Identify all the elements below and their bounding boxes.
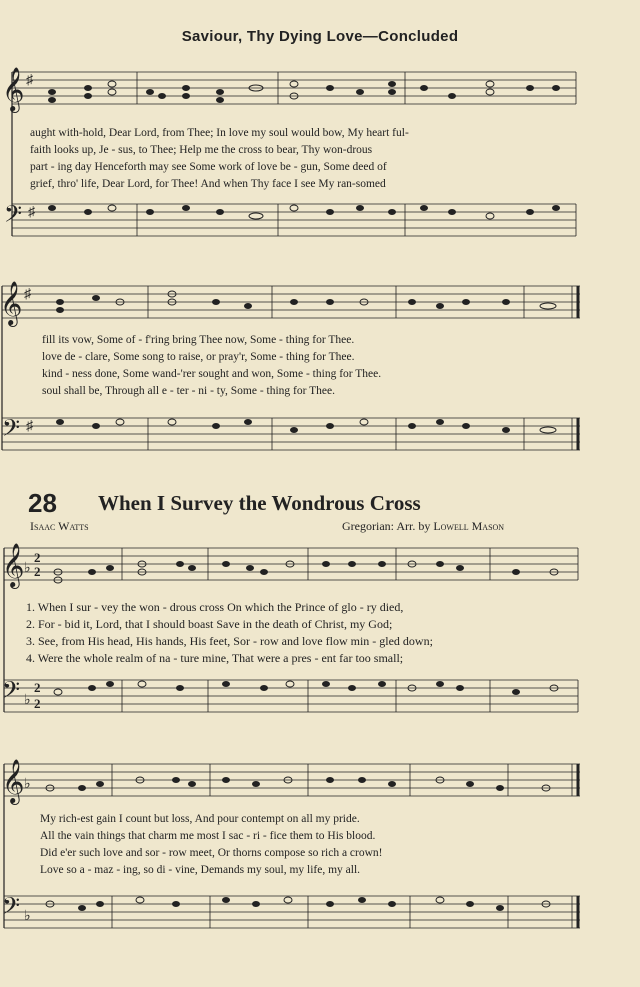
- page-header: Saviour, Thy Dying Love—Concluded: [181, 28, 459, 45]
- hymn-author: Isaac Watts: [30, 519, 89, 533]
- lyric-line: kind - ness done, Some wand-'rer sought and won, Some - thing for Thee.: [42, 368, 382, 380]
- svg-text:𝄞: 𝄞: [0, 281, 23, 325]
- lyric-line: grief, thro' life, Dear Lord, for Thee! And when Thy face I see My ran-somed: [30, 178, 386, 190]
- svg-text:♯: ♯: [24, 287, 31, 302]
- svg-text:♭: ♭: [24, 909, 31, 924]
- hymn-title: When I Survey the Wondrous Cross: [98, 491, 421, 515]
- lyric-line: Love so a - maz - ing, so di - vine, Demands my soul, my life, my all.: [40, 864, 361, 876]
- svg-text:𝄢: 𝄢: [2, 414, 21, 447]
- lyric-line: 1. When I sur - vey the won - drous cross On which the Prince of glo - ry died,: [26, 600, 404, 614]
- svg-text:♭: ♭: [24, 561, 31, 576]
- lyric-line: part - ing day Henceforth may see Some work of love be - gun, Some deed of: [30, 161, 387, 173]
- svg-text:♯: ♯: [26, 73, 33, 88]
- svg-text:♯: ♯: [26, 419, 33, 434]
- svg-text:♭: ♭: [24, 693, 31, 708]
- lyric-line: All the vain things that charm me most I sac - ri - fice them to His blood.: [40, 830, 376, 842]
- music-system-1: [0, 66, 640, 250]
- svg-text:𝄢: 𝄢: [2, 892, 21, 925]
- svg-text:2: 2: [34, 680, 41, 695]
- svg-text:♭: ♭: [24, 777, 31, 792]
- lyric-line: faith looks up, Je - sus, to Thee; Help me the cross to bear, Thy won-drous: [30, 144, 373, 156]
- svg-text:𝄞: 𝄞: [2, 543, 25, 587]
- composer-name: Lowell Mason: [433, 519, 505, 533]
- lyric-line: love de - clare, Some song to raise, or pray'r, Some - thing for Thee.: [42, 351, 355, 363]
- lyric-line: fill its vow, Some of - f'ring bring Thee now, Some - thing for Thee.: [42, 334, 355, 346]
- svg-text:𝄞: 𝄞: [2, 759, 25, 803]
- svg-text:𝄢: 𝄢: [4, 200, 23, 233]
- svg-text:2: 2: [34, 696, 41, 711]
- lyric-line: 2. For - bid it, Lord, that I should boast Save in the death of Christ, my God;: [26, 617, 393, 631]
- svg-text:♯: ♯: [28, 205, 35, 220]
- svg-text:2: 2: [34, 550, 41, 565]
- lyric-line: 3. See, from His head, His hands, His feet, Sor - row and love flow min - gled down;: [26, 634, 433, 648]
- svg-text:𝄞: 𝄞: [2, 67, 25, 111]
- lyric-line: Did e'er such love and sor - row meet, Or thorns compose so rich a crown!: [40, 847, 383, 859]
- hymn-number: 28: [28, 488, 57, 518]
- lyric-line: 4. Were the whole realm of na - ture mine, That were a pres - ent far too small;: [26, 651, 404, 665]
- composer-prefix: Gregorian: Arr. by: [342, 519, 434, 533]
- lyric-line: soul shall be, Through all e - ter - ni - ty, Some - thing for Thee.: [42, 385, 335, 397]
- lyric-line: aught with-hold, Dear Lord, from Thee; In love my soul would bow, My heart ful-: [30, 127, 409, 139]
- lyric-line: My rich-est gain I count but loss, And pour contempt on all my pride.: [40, 813, 360, 825]
- svg-text:2: 2: [34, 564, 41, 579]
- hymn-composer: [342, 519, 504, 534]
- svg-text:𝄢: 𝄢: [2, 676, 21, 709]
